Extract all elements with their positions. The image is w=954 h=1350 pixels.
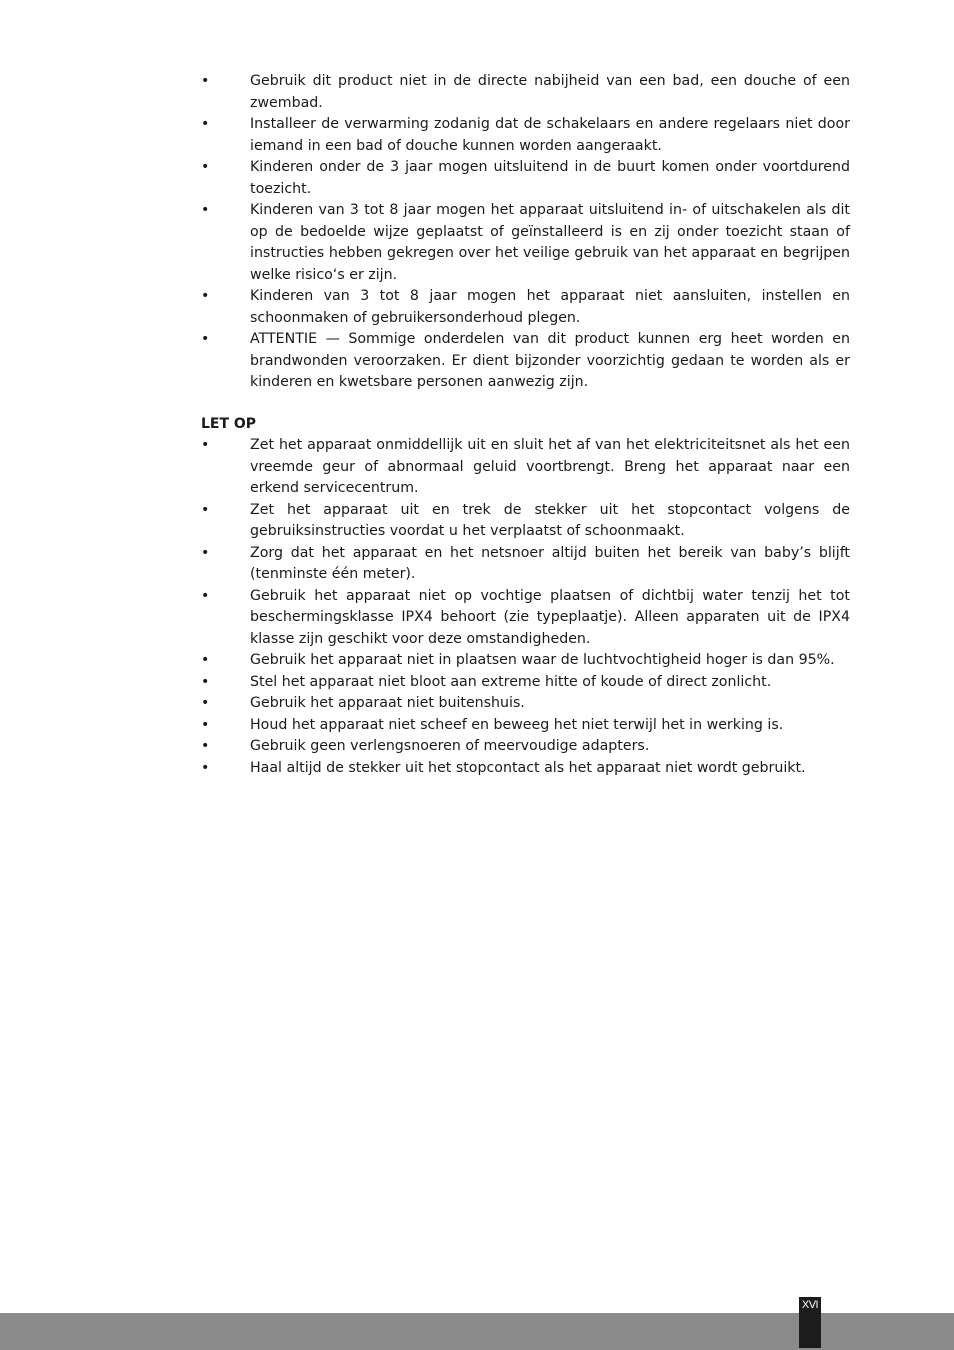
bullet: • bbox=[201, 738, 210, 754]
caution-list bbox=[201, 435, 850, 779]
page-content bbox=[201, 71, 850, 779]
list-item bbox=[201, 71, 850, 114]
bullet: • bbox=[201, 716, 210, 733]
list-item bbox=[201, 329, 850, 394]
bullet: • bbox=[201, 652, 210, 668]
bullet: • bbox=[201, 587, 210, 604]
bullet: • bbox=[201, 544, 210, 561]
list-item-text: Kinderen van 3 tot 8 jaar mogen het apparaat niet aansluiten, instellen en schoonmaken of gebruikersonderhoud plegen. bbox=[250, 288, 850, 326]
section-heading: LET OP bbox=[201, 415, 257, 432]
bullet: • bbox=[201, 501, 210, 518]
list-item bbox=[201, 543, 850, 586]
page-number-tab bbox=[799, 1297, 821, 1348]
page-number: XVI bbox=[801, 1299, 819, 1311]
bullet: • bbox=[201, 288, 210, 304]
safety-list bbox=[201, 71, 850, 394]
list-item bbox=[201, 200, 850, 286]
list-item bbox=[201, 435, 850, 500]
bullet: • bbox=[201, 73, 210, 89]
list-item-text: Gebruik het apparaat niet in plaatsen waar de luchtvochtigheid hoger is dan 95%. bbox=[250, 652, 835, 668]
list-item-text: Zorg dat het apparaat en het netsnoer altijd buiten het bereik van baby’s blijft (tenminste één meter). bbox=[250, 544, 850, 582]
list-item-text: Installeer de verwarming zodanig dat de schakelaars en andere regelaars niet door iemand in een bad of douche kunnen worden aangeraakt. bbox=[250, 116, 850, 154]
list-item bbox=[201, 758, 850, 780]
bullet: • bbox=[201, 437, 210, 453]
list-item bbox=[201, 736, 850, 758]
list-item-text: Zet het apparaat uit en trek de stekker uit het stopcontact volgens de gebruiksinstructies voordat u het verplaatst of schoonmaakt. bbox=[250, 501, 850, 539]
list-item bbox=[201, 114, 850, 157]
bullet: • bbox=[201, 759, 210, 776]
list-item bbox=[201, 586, 850, 651]
bullet: • bbox=[201, 673, 210, 690]
list-item bbox=[201, 157, 850, 200]
bullet: • bbox=[201, 695, 210, 711]
list-item bbox=[201, 715, 850, 737]
list-item-text: Gebruik het apparaat niet op vochtige plaatsen of dichtbij water tenzij het tot beschermingsklasse IPX4 behoort (zie typeplaatje). Alleen apparaten uit de IPX4 klasse zijn geschikt voor deze omstandigheden. bbox=[250, 587, 850, 647]
bullet: • bbox=[201, 159, 210, 175]
list-item-text: Kinderen onder de 3 jaar mogen uitsluitend in de buurt komen onder voortdurend toezicht. bbox=[250, 159, 850, 197]
list-item bbox=[201, 500, 850, 543]
list-item bbox=[201, 650, 850, 672]
list-item-text: Gebruik het apparaat niet buitenshuis. bbox=[250, 695, 525, 711]
list-item bbox=[201, 286, 850, 329]
bullet: • bbox=[201, 116, 210, 132]
list-item-text: Kinderen van 3 tot 8 jaar mogen het apparaat uitsluitend in- of uitschakelen als dit op de bedoelde wijze geplaatst of geïnstalleerd is en zij onder toezicht staan of instructies hebben gekregen over het veilige gebruik van het apparaat en begrijpen welke risico‘s er zijn. bbox=[250, 202, 850, 283]
list-item-text: Gebruik dit product niet in de directe nabijheid van een bad, een douche of een zwembad. bbox=[250, 73, 850, 111]
list-item-text: Haal altijd de stekker uit het stopcontact als het apparaat niet wordt gebruikt. bbox=[250, 759, 806, 776]
list-item bbox=[201, 672, 850, 694]
bullet: • bbox=[201, 202, 210, 218]
list-item-text: Zet het apparaat onmiddellijk uit en sluit het af van het elektriciteitsnet als het een vreemde geur of abnormaal geluid voortbrengt. Breng het apparaat naar een erkend servicecentrum. bbox=[250, 437, 850, 496]
list-item-text: Stel het apparaat niet bloot aan extreme hitte of koude of direct zonlicht. bbox=[250, 673, 772, 690]
list-item-text: Gebruik geen verlengsnoeren of meervoudige adapters. bbox=[250, 738, 650, 754]
list-item-text: Houd het apparaat niet scheef en beweeg het niet terwijl het in werking is. bbox=[250, 716, 784, 733]
list-item-text: ATTENTIE — Sommige onderdelen van dit product kunnen erg heet worden en brandwonden veroorzaken. Er dient bijzonder voorzichtig gedaan te worden als er kinderen en kwetsbare personen aanwezig zijn. bbox=[250, 331, 850, 390]
list-item bbox=[201, 693, 850, 715]
bullet: • bbox=[201, 331, 210, 347]
